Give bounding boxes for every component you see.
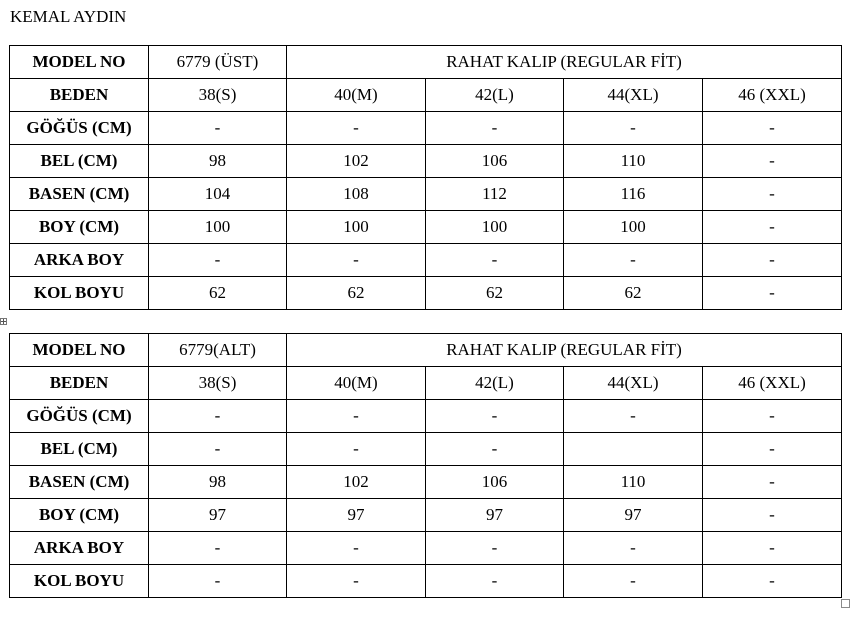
measure-value-cell[interactable]: - [287,532,426,565]
measure-value-cell[interactable]: - [287,112,426,145]
measure-value-cell[interactable]: 100 [287,211,426,244]
measure-label-cell[interactable]: BEL (CM) [10,433,149,466]
measure-value-cell[interactable]: 102 [287,145,426,178]
measure-value-cell[interactable]: - [149,112,287,145]
measure-value-cell[interactable]: - [703,145,842,178]
measure-value-cell[interactable]: 112 [426,178,564,211]
measure-value-cell[interactable]: - [703,433,842,466]
document-title: KEMAL AYDIN [10,7,127,26]
table-row [10,466,842,499]
measure-value-cell[interactable]: 97 [426,499,564,532]
size-table-top [9,45,842,310]
size-label-cell[interactable]: BEDEN [10,79,149,112]
size-cell[interactable]: 40(M) [287,367,426,400]
measure-value-cell[interactable]: - [149,565,287,598]
measure-value-cell[interactable]: - [703,400,842,433]
table-row [10,211,842,244]
table-row [10,499,842,532]
measure-value-cell[interactable]: - [703,466,842,499]
size-cell[interactable]: 42(L) [426,367,564,400]
measure-value-cell[interactable]: 110 [564,466,703,499]
measure-label-cell[interactable]: BASEN (CM) [10,178,149,211]
measure-label-cell[interactable]: BEL (CM) [10,145,149,178]
measure-value-cell[interactable]: - [564,244,703,277]
measure-label-cell[interactable]: GÖĞÜS (CM) [10,400,149,433]
measure-value-cell[interactable]: - [426,244,564,277]
table-row [10,433,842,466]
measure-label-cell[interactable]: BOY (CM) [10,499,149,532]
table-row-model [10,46,842,79]
size-label-cell[interactable]: BEDEN [10,367,149,400]
measure-value-cell[interactable]: - [149,400,287,433]
measure-value-cell[interactable]: - [426,565,564,598]
size-cell[interactable]: 44(XL) [564,367,703,400]
size-cell[interactable]: 46 (XXL) [703,79,842,112]
measure-value-cell[interactable]: 102 [287,466,426,499]
model-value-cell[interactable]: 6779 (ÜST) [149,46,287,79]
measure-value-cell[interactable]: 62 [149,277,287,310]
measure-value-cell[interactable]: - [426,400,564,433]
table-row [10,112,842,145]
measure-value-cell[interactable]: 108 [287,178,426,211]
table-row [10,565,842,598]
measure-value-cell[interactable]: - [703,565,842,598]
measure-label-cell[interactable]: BOY (CM) [10,211,149,244]
measure-label-cell[interactable]: GÖĞÜS (CM) [10,112,149,145]
table-row-sizes [10,79,842,112]
measure-label-cell[interactable]: BASEN (CM) [10,466,149,499]
measure-value-cell[interactable]: - [287,433,426,466]
measure-value-cell[interactable]: 97 [564,499,703,532]
size-table-bottom [9,333,842,598]
measure-value-cell[interactable]: 62 [287,277,426,310]
table-row-model [10,334,842,367]
table-row-sizes [10,367,842,400]
table-row [10,244,842,277]
measure-value-cell[interactable]: - [149,532,287,565]
measure-value-cell[interactable]: - [703,532,842,565]
size-cell[interactable]: 38(S) [149,79,287,112]
measure-value-cell[interactable]: 100 [149,211,287,244]
measure-value-cell[interactable]: - [564,565,703,598]
measure-value-cell[interactable]: - [149,433,287,466]
measure-value-cell[interactable]: 98 [149,145,287,178]
table-row [10,145,842,178]
measure-value-cell[interactable]: - [426,112,564,145]
measure-value-cell[interactable]: 97 [287,499,426,532]
measure-label-cell[interactable]: ARKA BOY [10,532,149,565]
measure-value-cell[interactable]: - [287,400,426,433]
size-cell[interactable]: 38(S) [149,367,287,400]
measure-value-cell[interactable]: 100 [564,211,703,244]
measure-value-cell[interactable]: 110 [564,145,703,178]
fit-cell[interactable]: RAHAT KALIP (REGULAR FİT) [287,334,842,367]
measure-value-cell[interactable]: - [703,277,842,310]
measure-value-cell[interactable]: - [703,178,842,211]
measure-value-cell[interactable]: - [703,112,842,145]
measure-value-cell[interactable]: - [703,211,842,244]
measure-value-cell[interactable]: 104 [149,178,287,211]
measure-value-cell[interactable]: - [564,400,703,433]
measure-value-cell[interactable]: - [426,433,564,466]
measure-value-cell[interactable]: 62 [564,277,703,310]
size-cell[interactable]: 42(L) [426,79,564,112]
size-cell[interactable]: 46 (XXL) [703,367,842,400]
table-row [10,532,842,565]
measure-value-cell[interactable]: - [426,532,564,565]
table-row [10,277,842,310]
measure-value-cell[interactable]: 100 [426,211,564,244]
model-label-cell[interactable]: MODEL NO [10,334,149,367]
measure-label-cell[interactable]: KOL BOYU [10,277,149,310]
measure-value-cell[interactable]: 62 [426,277,564,310]
measure-value-cell[interactable]: - [287,244,426,277]
fit-cell[interactable]: RAHAT KALIP (REGULAR FİT) [287,46,842,79]
measure-value-cell[interactable]: - [564,532,703,565]
measure-value-cell[interactable]: - [703,244,842,277]
measure-value-cell[interactable]: 106 [426,145,564,178]
measure-value-cell[interactable]: 97 [149,499,287,532]
measure-value-cell[interactable] [564,433,703,466]
measure-value-cell[interactable]: - [564,112,703,145]
measure-value-cell[interactable]: - [149,244,287,277]
measure-value-cell[interactable]: 106 [426,466,564,499]
measure-label-cell[interactable]: KOL BOYU [10,565,149,598]
table-row [10,178,842,211]
model-label-cell[interactable]: MODEL NO [10,46,149,79]
measure-value-cell[interactable]: - [287,565,426,598]
table-move-handle-icon[interactable] [0,318,7,325]
measure-value-cell[interactable]: 116 [564,178,703,211]
measure-label-cell[interactable]: ARKA BOY [10,244,149,277]
size-cell[interactable]: 40(M) [287,79,426,112]
size-cell[interactable]: 44(XL) [564,79,703,112]
table-resize-handle-icon[interactable] [841,599,850,608]
table-row [10,400,842,433]
model-value-cell[interactable]: 6779(ALT) [149,334,287,367]
measure-value-cell[interactable]: 98 [149,466,287,499]
measure-value-cell[interactable]: - [703,499,842,532]
